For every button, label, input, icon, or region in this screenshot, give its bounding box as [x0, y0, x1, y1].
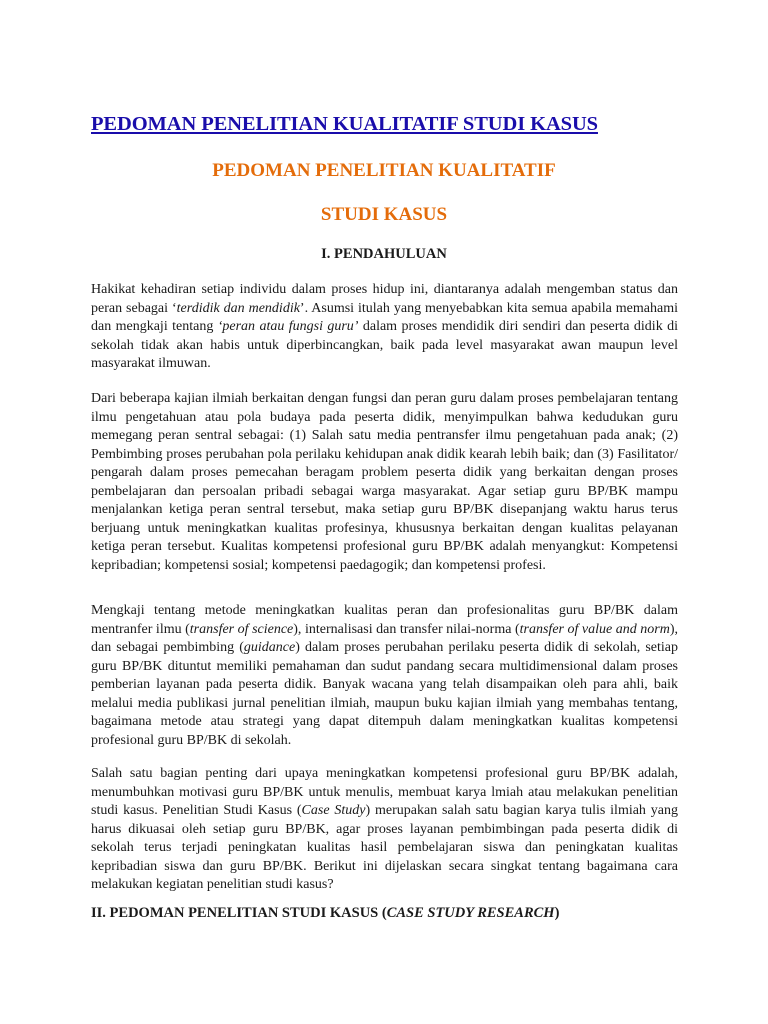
- section2-text-a: II. PEDOMAN PENELITIAN STUDI KASUS (: [91, 905, 387, 921]
- p1-italic-d: ‘peran atau fungsi guru’: [217, 319, 359, 334]
- p3-text-g: ) dalam proses perubahan perilaku peserta didik di sekolah, setiap guru BP/BK dituntut memiliki pemahaman dan sudut pandang secara multidimensional dalam proses pemberian layanan pada peserta didik. Banyak wacana yang telah disampaikan oleh para ahli, baik melalui media publikasi jurnal penelitian ilmiah, maupun buku kajian ilmiah yang membahas tentang, bagaimana metode atau strategi yang dapat ditempuh dalam meningkatkan kualitas kompetensi profesional guru BP/BK di sekolah.: [91, 640, 678, 748]
- paragraph-3: [91, 602, 678, 750]
- p4-italic-b: Case Study: [301, 803, 366, 818]
- paragraph-2: Dari beberapa kajian ilmiah berkaitan dengan fungsi dan peran guru dalam proses pembelajaran tentang ilmu pengetahuan atau pola budaya pada peserta didik, menyimpulkan bahwa kedudukan guru memegang peran sentral sebagai: (1) Salah satu media pentransfer ilmu pengetahuan pada anak; (2) Pembimbing proses perubahan pola perilaku kehidupan anak didik kearah lebih baik; dan (3) Fasilitator/ pengarah dalam proses pemecahan beragam problem peserta didik yang berkaitan dengan proses pembelajaran dan persoalan pribadi sebagai warga masyarakat. Agar setiap guru BP/BK mampu menjalankan ketiga peran sentral tersebut, maka setiap guru BP/BK disepanjang waktu harus terus berjuang untuk meningkatkan kualitas profesinya, khususnya berkaitan dengan kualitas pelayanan ketiga peran tersebut. Kualitas kompetensi profesional guru BP/BK adalah menyangkut: Kompetensi kepribadian; kompetensi sosial; kompetensi paedagogik; dan kompetensi profesi.: [91, 391, 678, 573]
- p3-text-a: Mengkaji tentang metode meningkatkan kualitas peran dan profesionalitas guru BP/BK dalam mentranfer ilmu (: [91, 603, 678, 637]
- p4-text-a: Salah satu bagian penting dari upaya meningkatkan kompetensi profesional guru BP/BK adalah, menumbuhkan motivasi guru BP/BK untuk menulis, membuat karya lmiah atau melakukan penelitian studi kasus. Penelitian Studi Kasus (: [91, 766, 678, 818]
- section2-italic-b: CASE STUDY RESEARCH: [386, 905, 555, 921]
- p1-text-c: ’. Asumsi itulah yang menyebabkan kita semua apabila memahami dan mengkaji tentang: [91, 300, 678, 334]
- section-heading-pendahuluan: I. PENDAHULUAN: [321, 246, 447, 262]
- document-title-link[interactable]: PEDOMAN PENELITIAN KUALITATIF STUDI KASUS: [91, 113, 598, 135]
- p3-italic-b: transfer of science: [189, 621, 294, 637]
- section-heading-case-study: [91, 905, 559, 922]
- p1-text-a: Hakikat kehadiran setiap individu dalam proses hidup ini, diantaranya adalah mengemban status dan peran sebagai ‘: [91, 282, 678, 316]
- paragraph-1: [91, 281, 678, 374]
- p3-italic-f: guidance: [243, 640, 296, 655]
- p3-italic-d: transfer of value and norm: [519, 621, 670, 637]
- p1-italic-b: terdidik dan mendidik: [176, 300, 300, 316]
- subtitle-line-2: STUDI KASUS: [320, 204, 448, 225]
- subtitle-line-1: PEDOMAN PENELITIAN KUALITATIF: [212, 160, 556, 181]
- p1-text-e: dalam proses mendidik diri sendiri dan peserta didik di sekolah tidak akan habis untuk diperbincangkan, baik pada level masyarakat awan maupun level masyarakat ilmuwan.: [91, 319, 678, 371]
- paragraph-4: [91, 765, 678, 895]
- p3-text-e: ), dan sebagai pembimbing (: [91, 621, 679, 655]
- p4-text-c: ) merupakan salah satu bagian karya tulis ilmiah yang harus dikuasai oleh setiap guru BP/BK, agar proses layanan pembimbingan pada peserta didik di sekolah terus terjadi peningkatan kualitas hasil pembelajaran siswa dan peningkatan kualitas kepribadian siswa dan guru BP/BK. Berikut ini dijelaskan secara singkat tentang bagaimana cara melakukan kegiatan penelitian studi kasus?: [91, 803, 678, 892]
- p3-text-c: ), internalisasi dan transfer nilai-norma (: [293, 621, 520, 637]
- section2-text-c: ): [554, 905, 560, 921]
